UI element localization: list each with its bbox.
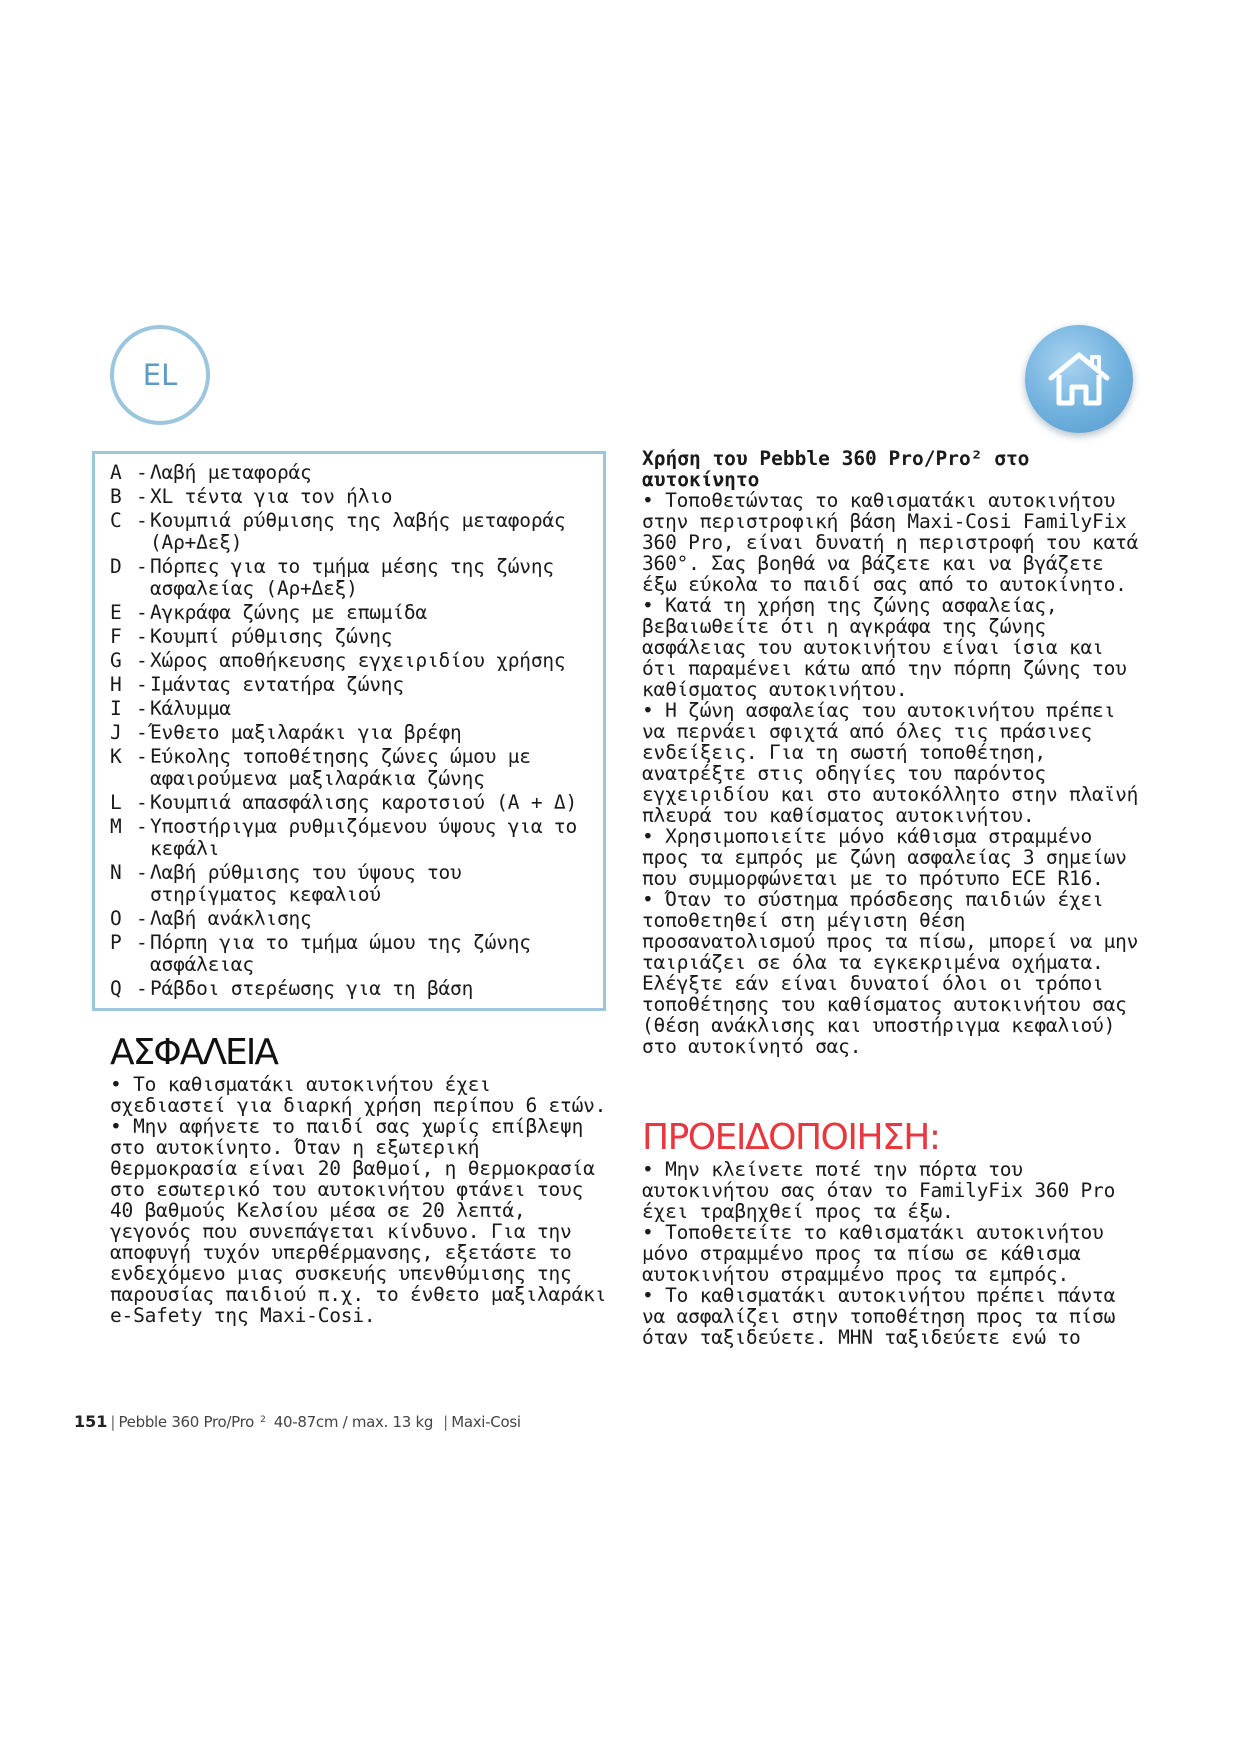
part-dash: - <box>136 745 148 768</box>
part-key: G <box>110 649 122 672</box>
part-key: J <box>110 721 122 744</box>
page-number: 151 <box>74 1412 108 1431</box>
parts-legend-item <box>110 792 600 814</box>
part-label: Λαβή μεταφοράς <box>150 461 312 484</box>
part-dash: - <box>136 861 148 884</box>
part-key: C <box>110 509 122 532</box>
usage-bullet: • Χρησιμοποιείτε μόνο κάθισμα στραμμένο προς τα εμπρός με ζώνη ασφαλείας 3 σημείων που συμμορφώνεται με το πρότυπο ECE R16. <box>642 825 1127 890</box>
warning-bullet: • Μην κλείνετε ποτέ την πόρτα του αυτοκινήτου σας όταν το FamilyFix 360 Pro έχει τραβηχθεί προς τα έξω. <box>642 1158 1116 1223</box>
part-dash: - <box>136 977 148 1000</box>
parts-legend-item <box>110 650 600 672</box>
parts-legend-list <box>110 462 600 1002</box>
parts-legend-item <box>110 510 600 554</box>
part-dash: - <box>136 721 148 744</box>
warning-bullet: • Το καθισματάκι αυτοκινήτου πρέπει πάντα να ασφαλίζει στην τοποθέτηση προς τα πίσω όταν ταξιδεύετε. ΜΗΝ ταξιδεύετε ενώ το <box>642 1284 1116 1349</box>
part-key: Q <box>110 977 122 1000</box>
safety-heading: ΑΣΦΑΛΕΙΑ <box>110 1032 277 1073</box>
parts-legend-item <box>110 908 600 930</box>
parts-legend-item <box>110 602 600 624</box>
part-dash: - <box>136 931 148 954</box>
part-key: M <box>110 815 122 838</box>
parts-legend-item <box>110 816 600 860</box>
home-icon <box>1046 350 1112 408</box>
part-label: Ράβδοι στερέωσης για τη βάση <box>150 977 474 1000</box>
part-dash: - <box>136 485 148 508</box>
usage-heading: Χρήση του Pebble 360 Pro/Pro² στο αυτοκίνητο <box>642 447 1030 491</box>
part-dash: - <box>136 509 148 532</box>
parts-legend-item <box>110 556 600 600</box>
part-dash: - <box>136 673 148 696</box>
warning-section <box>642 1159 1142 1348</box>
part-label: Ένθετο μαξιλαράκι για βρέφη <box>150 721 462 744</box>
part-label: Κουμπί ρύθμισης ζώνης <box>150 625 393 648</box>
footer-spec: 40-87cm / max. 13 kg <box>273 1413 434 1431</box>
safety-bullet: • Μην αφήνετε το παιδί σας χωρίς επίβλεψη στο αυτοκίνητο. Όταν η εξωτερική θερμοκρασία είναι 20 βαθμοί, η θερμοκρασία στο εσωτερικό του αυτοκινήτου φτάνει τους 40 βαθμούς Κελσίου μέσα σε 20 λεπτά, γεγονός που συνεπάγεται κίνδυνο. Για την αποφυγή τυχόν υπερθέρμανσης, εξετάστε το ενδεχόμενο μιας συσκευής υπενθύμισης της παρουσίας παιδιού π.χ. το ένθετο μαξιλαράκι e-Safety της Maxi-Cosi. <box>110 1115 607 1327</box>
parts-legend-item <box>110 674 600 696</box>
part-label: Πόρπη για το τμήμα ώμου της ζώνης ασφάλειας <box>150 931 531 976</box>
part-dash: - <box>136 461 148 484</box>
footer-superscript: 2 <box>260 1415 266 1425</box>
usage-bullet: • Όταν το σύστημα πρόσδεσης παιδιών έχει τοποθετηθεί στη μέγιστη θέση προσανατολισμού προς τα πίσω, μπορεί να μην ταιριάζει σε όλα τα εγκεκριμένα οχήματα. Ελέγξτε εάν είναι δυνατοί όλοι οι τρόποι τοποθέτησης του καθίσματος αυτοκινήτου σας (θέση ανάκλισης και υποστήριγμα κεφαλιού) στο αυτοκίνητό σας. <box>642 888 1139 1058</box>
part-dash: - <box>136 697 148 720</box>
part-label: Εύκολης τοποθέτησης ζώνες ώμου με αφαιρούμενα μαξιλαράκια ζώνης <box>150 745 531 790</box>
usage-bullet: • Κατά τη χρήση της ζώνης ασφαλείας, βεβαιωθείτε ότι η αγκράφα της ζώνης ασφάλειας του αυτοκινήτου είναι ίσια και ότι παραμένει κάτω από την πόρπη ζώνης του καθίσματος αυτοκινήτου. <box>642 594 1127 701</box>
part-key: A <box>110 461 122 484</box>
part-dash: - <box>136 907 148 930</box>
language-code: EL <box>142 358 178 392</box>
home-button[interactable] <box>1025 325 1133 433</box>
part-key: K <box>110 745 122 768</box>
parts-legend-item <box>110 978 600 1000</box>
part-key: H <box>110 673 122 696</box>
part-label: Κουμπιά ρύθμισης της λαβής μεταφοράς (Αρ+Δεξ) <box>150 509 566 554</box>
parts-legend-item <box>110 722 600 744</box>
part-dash: - <box>136 601 148 624</box>
footer-separator: | <box>110 1413 116 1431</box>
warning-bullet: • Τοποθετείτε το καθισματάκι αυτοκινήτου μόνο στραμμένο προς τα πίσω σε κάθισμα αυτοκινήτου στραμμένο προς τα εμπρός. <box>642 1221 1104 1286</box>
footer-separator: | <box>443 1413 449 1431</box>
part-dash: - <box>136 815 148 838</box>
warning-heading: ΠΡΟΕΙΔΟΠΟΙΗΣΗ: <box>642 1117 940 1158</box>
part-key: N <box>110 861 122 884</box>
footer-brand: Maxi-Cosi <box>451 1413 521 1431</box>
usage-bullet: • Η ζώνη ασφαλείας του αυτοκινήτου πρέπει να περνάει σφιχτά από όλες τις πράσινες ενδείξεις. Για τη σωστή τοποθέτηση, ανατρέξτε στις οδηγίες του παρόντος εγχειριδίου και στο αυτοκόλλητο στην πλαϊνή πλευρά του καθίσματος αυτοκινήτου. <box>642 699 1139 827</box>
part-dash: - <box>136 625 148 648</box>
part-key: I <box>110 697 122 720</box>
part-key: O <box>110 907 122 930</box>
part-key: L <box>110 791 122 814</box>
parts-legend-item <box>110 462 600 484</box>
part-key: E <box>110 601 122 624</box>
part-label: Κουμπιά απασφάλισης καροτσιού (Α + Δ) <box>150 791 577 814</box>
part-dash: - <box>136 791 148 814</box>
usage-section <box>642 448 1142 1057</box>
footer-product: Pebble 360 Pro/Pro <box>118 1413 255 1431</box>
part-label: Κάλυμμα <box>150 697 231 720</box>
part-label: Λαβή ρύθμισης του ύψους του στηρίγματος κεφαλιού <box>150 861 462 906</box>
part-key: D <box>110 555 122 578</box>
language-badge <box>110 325 210 425</box>
usage-bullet: • Τοποθετώντας το καθισματάκι αυτοκινήτου στην περιστροφική βάση Maxi-Cosi FamilyFix 360 Pro, είναι δυνατή η περιστροφή του κατά 360°. Σας βοηθά να βάζετε και να βγάζετε έξω εύκολα το παιδί σας από το αυτοκίνητο. <box>642 489 1139 596</box>
part-key: P <box>110 931 122 954</box>
part-label: Αγκράφα ζώνης με επωμίδα <box>150 601 427 624</box>
parts-legend-item <box>110 486 600 508</box>
safety-section <box>110 1074 615 1326</box>
parts-legend-item <box>110 698 600 720</box>
page-footer <box>74 1412 521 1431</box>
part-key: B <box>110 485 122 508</box>
part-label: Λαβή ανάκλισης <box>150 907 312 930</box>
safety-bullet: • Το καθισματάκι αυτοκινήτου έχει σχεδιαστεί για διαρκή χρήση περίπου 6 ετών. <box>110 1073 607 1117</box>
part-label: Ιμάντας εντατήρα ζώνης <box>150 673 404 696</box>
parts-legend-item <box>110 626 600 648</box>
part-label: Υποστήριγμα ρυθμιζόμενου ύψους για το κεφάλι <box>150 815 577 860</box>
part-label: Χώρος αποθήκευσης εγχειριδίου χρήσης <box>150 649 566 672</box>
parts-legend-item <box>110 862 600 906</box>
part-label: XL τέντα για τον ήλιο <box>150 485 393 508</box>
parts-legend-item <box>110 746 600 790</box>
part-dash: - <box>136 649 148 672</box>
part-key: F <box>110 625 122 648</box>
part-label: Πόρπες για το τμήμα μέσης της ζώνης ασφαλείας (Αρ+Δεξ) <box>150 555 554 600</box>
parts-legend-item <box>110 932 600 976</box>
part-dash: - <box>136 555 148 578</box>
